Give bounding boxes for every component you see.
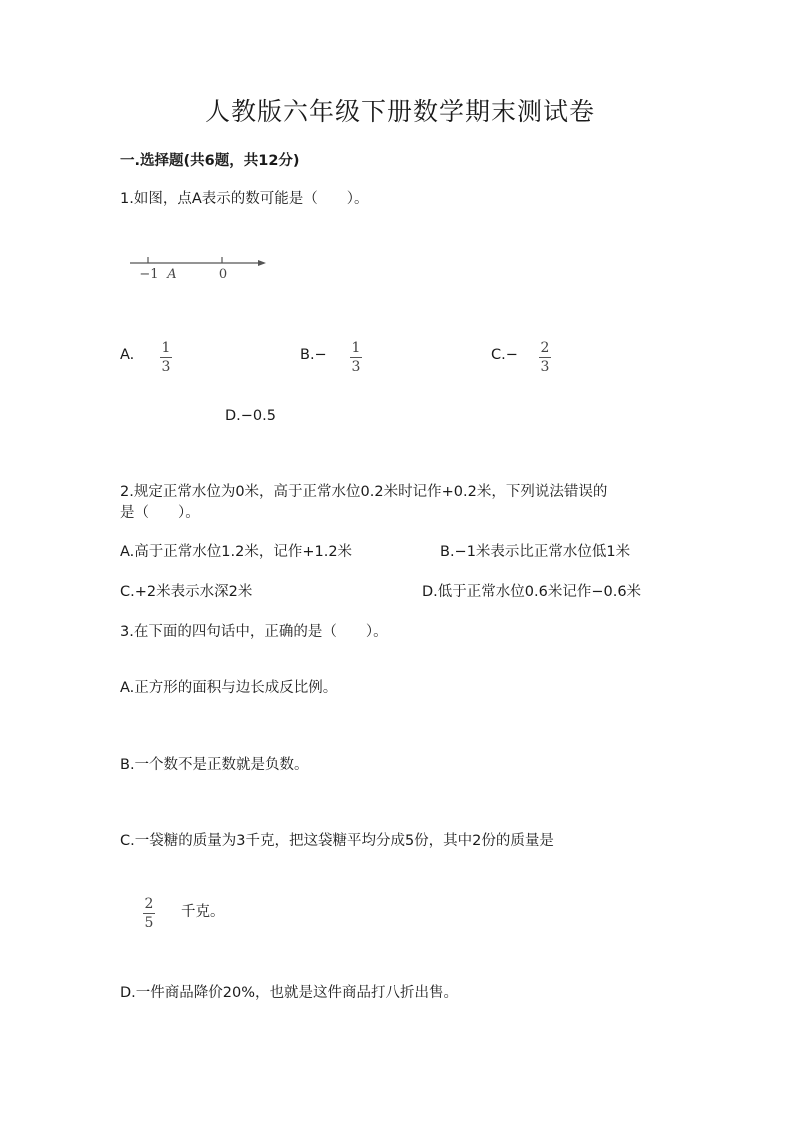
q3-option-c[interactable]: C.一袋糖的质量为3千克，把这袋糖平均分成5份，其中2份的质量是 — [120, 833, 554, 849]
q3-option-d[interactable]: D.一件商品降价20%，也就是这件商品打八折出售。 — [120, 985, 459, 1001]
denominator: 3 — [540, 359, 550, 375]
q1-option-a-fraction — [160, 340, 172, 375]
q2-option-c[interactable]: C.+2米表示水深2米 — [120, 584, 253, 600]
q1-option-b-fraction — [350, 340, 362, 375]
denominator: 3 — [161, 359, 171, 375]
numerator: 2 — [540, 340, 550, 356]
q3-option-b[interactable]: B.一个数不是正数就是负数。 — [120, 757, 309, 773]
label-a: A — [167, 267, 177, 282]
q2-stem-line2: 是（ ）。 — [120, 505, 200, 521]
q1-option-a[interactable] — [120, 345, 134, 365]
q3-stem: 3.在下面的四句话中，正确的是（ ）。 — [120, 624, 388, 640]
q3-option-a[interactable]: A.正方形的面积与边长成反比例。 — [120, 680, 338, 696]
fraction-bar — [143, 913, 155, 914]
q3-option-c-fraction — [143, 896, 155, 931]
label-neg1: −1 — [139, 267, 159, 282]
fraction-bar — [350, 357, 362, 358]
page-title: 人教版六年级下册数学期末测试卷 — [204, 97, 595, 126]
q1-option-c[interactable] — [491, 345, 518, 365]
q3-option-c-tail: 千克。 — [181, 904, 225, 920]
q2-stem-line1: 2.规定正常水位为0米，高于正常水位0.2米时记作+0.2米，下列说法错误的 — [120, 484, 608, 500]
numerator: 1 — [351, 340, 361, 356]
q1-option-d[interactable]: D.−0.5 — [225, 408, 276, 424]
denominator: 5 — [144, 915, 154, 931]
q1-option-a-prefix: A. — [120, 347, 135, 363]
numerator: 2 — [144, 896, 154, 912]
numerator: 1 — [161, 340, 171, 356]
q2-option-d[interactable]: D.低于正常水位0.6米记作−0.6米 — [422, 584, 642, 600]
q1-option-b[interactable] — [300, 345, 327, 365]
denominator: 3 — [351, 359, 361, 375]
section-heading: 一.选择题(共6题，共12分) — [120, 153, 300, 169]
number-line-figure — [128, 252, 278, 284]
q1-option-c-fraction — [539, 340, 551, 375]
q2-option-b[interactable]: B.−1米表示比正常水位低1米 — [440, 544, 631, 560]
number-line-arrow — [258, 260, 266, 266]
q1-option-b-prefix: B.− — [300, 347, 327, 363]
q1-stem: 1.如图，点A表示的数可能是（ ）。 — [120, 191, 369, 207]
fraction-bar — [539, 357, 551, 358]
label-zero: 0 — [218, 267, 228, 282]
fraction-bar — [160, 357, 172, 358]
q2-option-a[interactable]: A.高于正常水位1.2米，记作+1.2米 — [120, 544, 353, 560]
q1-option-c-prefix: C.− — [491, 347, 518, 363]
